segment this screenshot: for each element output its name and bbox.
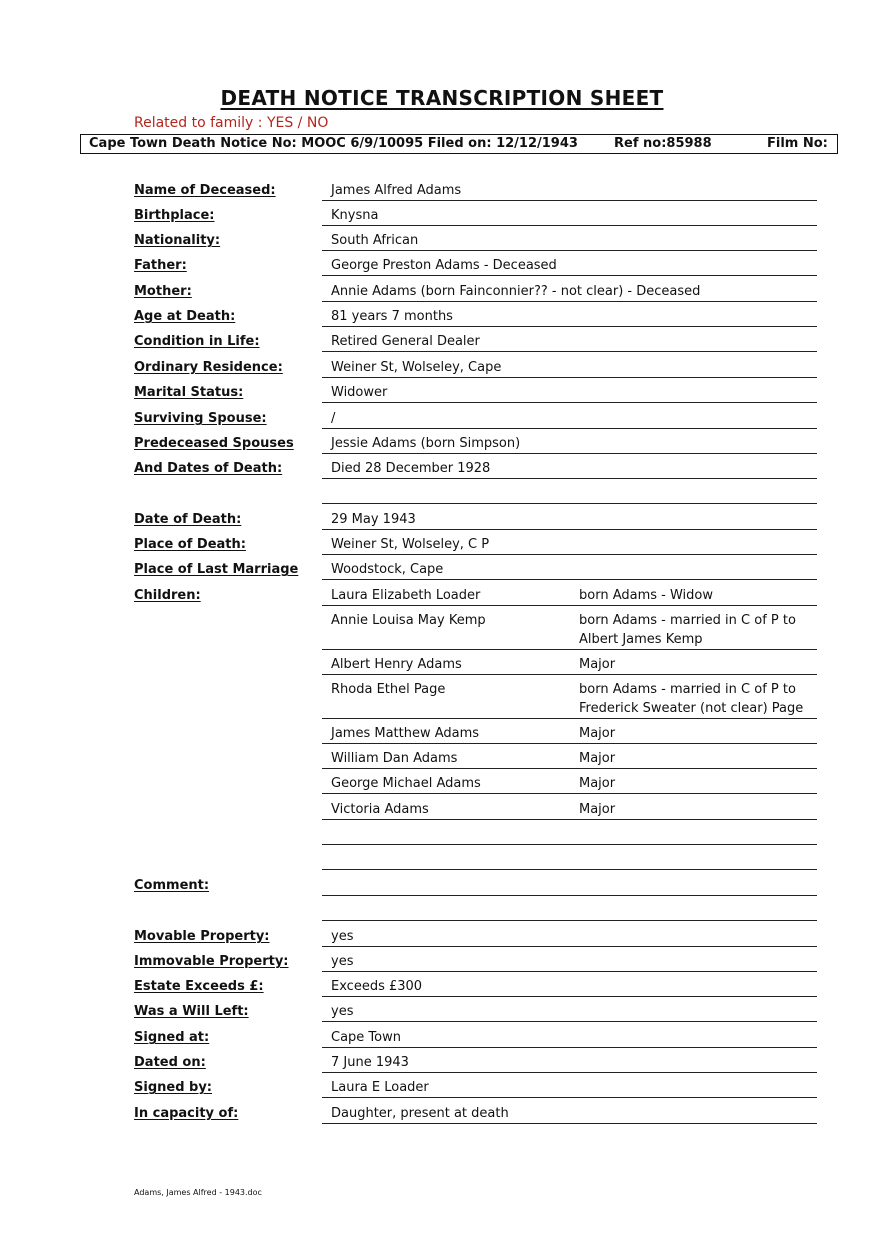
- name-value: James Alfred Adams: [331, 183, 462, 198]
- rule: [322, 275, 817, 276]
- notice-info-box: [80, 134, 838, 154]
- estate-exceeds-value: Exceeds £300: [331, 979, 423, 994]
- rule: [322, 554, 817, 555]
- father-value: George Preston Adams - Deceased: [331, 258, 557, 273]
- will-left-value: yes: [331, 1004, 354, 1019]
- rule: [322, 649, 817, 650]
- rule: [322, 529, 817, 530]
- rule: [322, 743, 817, 744]
- rule: [322, 200, 817, 201]
- movable-property-value: yes: [331, 929, 354, 944]
- child-note: born Adams - Widow: [579, 588, 713, 603]
- rule: [322, 971, 817, 972]
- dated-on-label: Dated on:: [134, 1055, 206, 1070]
- capacity-label: In capacity of:: [134, 1106, 239, 1121]
- rule: [322, 869, 817, 870]
- rule: [322, 718, 817, 719]
- rule: [322, 402, 817, 403]
- related-to-family: Related to family : YES / NO: [134, 115, 329, 131]
- immovable-property-value: yes: [331, 954, 354, 969]
- child-note: born Adams - married in C of P to: [579, 613, 796, 628]
- last-marriage-label: Place of Last Marriage: [134, 562, 299, 577]
- child-note: born Adams - married in C of P to: [579, 682, 796, 697]
- ref-number: Ref no:85988: [614, 136, 712, 151]
- nationality-value: South African: [331, 233, 419, 248]
- rule: [322, 326, 817, 327]
- signed-at-label: Signed at:: [134, 1030, 210, 1045]
- signed-by-label: Signed by:: [134, 1080, 213, 1095]
- rule: [322, 453, 817, 454]
- spouse-value: /: [331, 411, 336, 426]
- mother-value: Annie Adams (born Fainconnier?? - not clear) - Deceased: [331, 284, 701, 299]
- child-name: Laura Elizabeth Loader: [331, 588, 481, 603]
- rule: [322, 920, 817, 921]
- predeceased-value: Jessie Adams (born Simpson): [331, 436, 521, 451]
- child-name: Annie Louisa May Kemp: [331, 613, 486, 628]
- child-note: Major: [579, 751, 616, 766]
- name-label: Name of Deceased:: [134, 183, 276, 198]
- rule: [322, 1021, 817, 1022]
- signed-by-value: Laura E Loader: [331, 1080, 429, 1095]
- signed-at-value: Cape Town: [331, 1030, 401, 1045]
- rule: [322, 503, 817, 504]
- residence-label: Ordinary Residence:: [134, 360, 283, 375]
- residence-value: Weiner St, Wolseley, Cape: [331, 360, 502, 375]
- child-name: William Dan Adams: [331, 751, 458, 766]
- rule: [322, 844, 817, 845]
- rule: [322, 605, 817, 606]
- estate-exceeds-label: Estate Exceeds £:: [134, 979, 264, 994]
- date-of-death-value: 29 May 1943: [331, 512, 416, 527]
- rule: [322, 996, 817, 997]
- father-label: Father:: [134, 258, 187, 273]
- nationality-label: Nationality:: [134, 233, 221, 248]
- rule: [322, 895, 817, 896]
- rule: [322, 428, 817, 429]
- rule: [322, 250, 817, 251]
- rule: [322, 351, 817, 352]
- children-label: Children:: [134, 588, 201, 603]
- condition-label: Condition in Life:: [134, 334, 260, 349]
- marital-value: Widower: [331, 385, 388, 400]
- rule: [322, 1047, 817, 1048]
- child-note: Major: [579, 776, 616, 791]
- birthplace-label: Birthplace:: [134, 208, 215, 223]
- rule: [322, 579, 817, 580]
- child-name: Albert Henry Adams: [331, 657, 462, 672]
- comment-label: Comment:: [134, 878, 210, 893]
- spouse-label: Surviving Spouse:: [134, 411, 267, 426]
- dated-on-value: 7 June 1943: [331, 1055, 409, 1070]
- rule: [322, 793, 817, 794]
- child-name: James Matthew Adams: [331, 726, 480, 741]
- rule: [322, 1072, 817, 1073]
- will-left-label: Was a Will Left:: [134, 1004, 249, 1019]
- rule: [322, 946, 817, 947]
- movable-property-label: Movable Property:: [134, 929, 270, 944]
- rule: [322, 478, 817, 479]
- notice-number: Cape Town Death Notice No: MOOC 6/9/10095 Filed on: 12/12/1943: [89, 136, 578, 151]
- date-of-death-label: Date of Death:: [134, 512, 242, 527]
- mother-label: Mother:: [134, 284, 192, 299]
- page-title: DEATH NOTICE TRANSCRIPTION SHEET: [220, 86, 664, 110]
- rule: [322, 225, 817, 226]
- capacity-value: Daughter, present at death: [331, 1106, 509, 1121]
- rule: [322, 1123, 817, 1124]
- rule: [322, 819, 817, 820]
- child-note: Major: [579, 657, 616, 672]
- place-of-death-label: Place of Death:: [134, 537, 246, 552]
- child-name: Rhoda Ethel Page: [331, 682, 446, 697]
- marital-label: Marital Status:: [134, 385, 244, 400]
- film-number: Film No:: [767, 136, 828, 151]
- condition-value: Retired General Dealer: [331, 334, 480, 349]
- dates-of-death-value: Died 28 December 1928: [331, 461, 491, 476]
- child-note-continued: Albert James Kemp: [579, 632, 703, 647]
- age-value: 81 years 7 months: [331, 309, 453, 324]
- rule: [322, 674, 817, 675]
- rule: [322, 301, 817, 302]
- child-note: Major: [579, 726, 616, 741]
- rule: [322, 1097, 817, 1098]
- dates-of-death-label: And Dates of Death:: [134, 461, 283, 476]
- immovable-property-label: Immovable Property:: [134, 954, 289, 969]
- child-name: George Michael Adams: [331, 776, 481, 791]
- age-label: Age at Death:: [134, 309, 236, 324]
- footer-filename: Adams, James Alfred - 1943.doc: [134, 1188, 262, 1197]
- rule: [322, 768, 817, 769]
- child-note-continued: Frederick Sweater (not clear) Page: [579, 701, 804, 716]
- birthplace-value: Knysna: [331, 208, 379, 223]
- rule: [322, 377, 817, 378]
- predeceased-label: Predeceased Spouses: [134, 436, 294, 451]
- place-of-death-value: Weiner St, Wolseley, C P: [331, 537, 490, 552]
- child-note: Major: [579, 802, 616, 817]
- last-marriage-value: Woodstock, Cape: [331, 562, 444, 577]
- child-name: Victoria Adams: [331, 802, 429, 817]
